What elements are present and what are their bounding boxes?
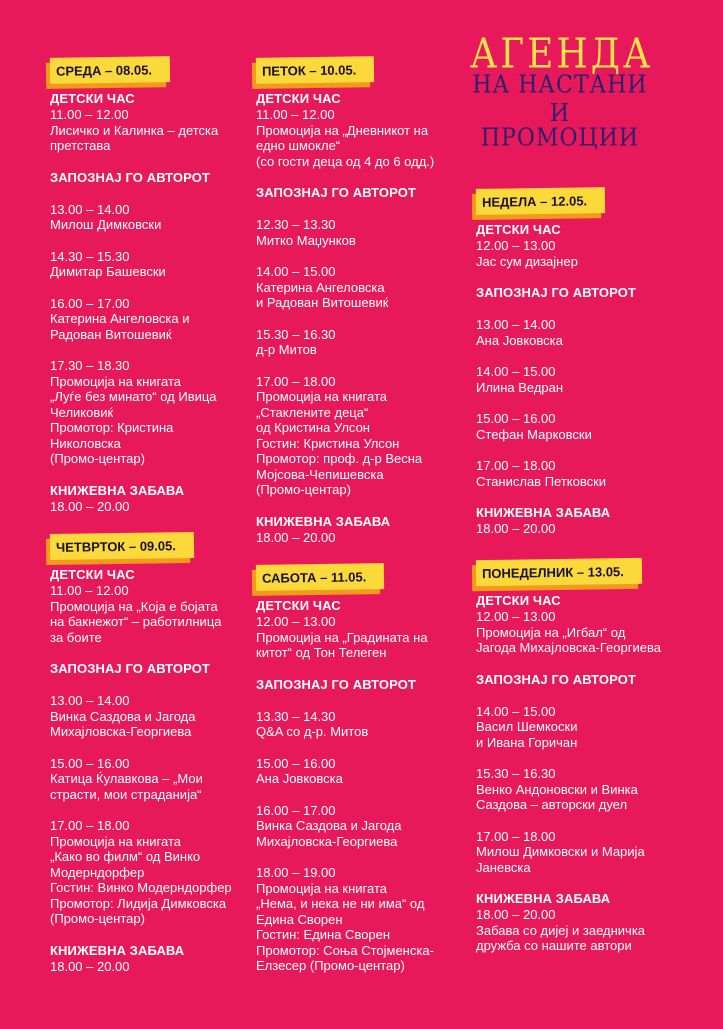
section-title: КНИЖЕВНА ЗАБАВА <box>476 891 611 906</box>
event-entry <box>476 364 676 395</box>
event-time: 17.00 – 18.00 <box>476 828 556 844</box>
event-time: 11.00 – 12.00 <box>50 107 129 122</box>
event-text: страсти, мои страданија“ <box>50 786 202 802</box>
section-title: ДЕТСКИ ЧАС <box>256 91 341 106</box>
event-time: 13.00 – 14.00 <box>50 201 130 217</box>
day-block <box>50 57 250 514</box>
event-entry <box>50 693 250 740</box>
event-text: (Промо-центар) <box>50 911 145 926</box>
event-entry <box>256 217 456 248</box>
event-text: Катерина Ангеловска и <box>50 311 190 326</box>
event-text: Милош Димковски <box>50 217 162 232</box>
day-block <box>256 564 456 974</box>
event-text: претстава <box>50 138 111 153</box>
event-text: Мојсова-Чепишевска <box>256 466 384 482</box>
event-text: Промоција на книгата <box>50 373 181 389</box>
event-text: (со гости деца од 4 до 6 одд.) <box>256 153 435 169</box>
event-entry <box>50 107 250 154</box>
event-time: 14.30 – 15.30 <box>50 248 130 264</box>
event-text: Катерина Ангеловска <box>256 279 385 295</box>
event-entry <box>256 327 456 358</box>
agenda-title-sub-1: НА НАСТАНИ И <box>472 71 648 128</box>
event-text: „Луѓе без минато“ од Ивица <box>50 389 217 404</box>
event-time: 16.00 – 17.00 <box>256 802 336 818</box>
event-entry <box>476 766 676 813</box>
event-text: Катица Ќулавкова – „Мои <box>50 771 203 786</box>
section-title: ЗАПОЗНАЈ ГО АВТОРОТ <box>50 169 210 185</box>
event-text: китот“ од Тон Телеген <box>256 645 387 660</box>
event-entry <box>476 411 676 442</box>
event-entry <box>476 907 676 954</box>
event-text: Михајловска-Георгиева <box>50 724 192 739</box>
event-text: Гостин: Едина Сворен <box>256 927 391 942</box>
event-text: Промотор: Соња Стојменска- <box>256 942 434 958</box>
day-header: ПЕТОК – 10.05. <box>256 56 375 84</box>
event-entry <box>50 296 250 343</box>
event-text: и Радован Витошевиќ <box>256 295 389 310</box>
event-time: 18.00 – 20.00 <box>476 907 556 922</box>
event-text: Николовска <box>50 435 121 451</box>
event-text: Гостин: Кристина Улсон <box>256 435 400 451</box>
event-text: Промоција на книгата <box>256 880 387 896</box>
day-header: СРЕДА – 08.05. <box>50 56 170 84</box>
event-text: Промоција на книгата <box>256 389 387 404</box>
event-time: 13.30 – 14.30 <box>256 708 336 724</box>
event-entry <box>50 756 250 803</box>
section-title: ДЕТСКИ ЧАС <box>50 91 135 106</box>
section-title: КНИЖЕВНА ЗАБАВА <box>476 505 611 520</box>
event-time: 17.00 – 18.00 <box>256 373 336 389</box>
event-text: Винка Саздова и Јагода <box>256 818 402 833</box>
event-text: Челиковиќ <box>50 404 114 420</box>
event-text: Михајловска-Георгиева <box>256 833 398 849</box>
day-block <box>476 559 676 954</box>
event-time: 13.00 – 14.00 <box>50 693 130 708</box>
day-header: ПОНЕДЕЛНИК – 13.05. <box>476 558 642 586</box>
event-entry <box>256 614 456 661</box>
event-text: Митко Маџунков <box>256 232 356 248</box>
section-title: ЗАПОЗНАЈ ГО АВТОРОТ <box>256 676 416 692</box>
event-text: Модерндорфер <box>50 864 145 880</box>
event-text: од Кристина Улсон <box>256 420 370 435</box>
event-text: на бакнежот“ – работилница <box>50 614 222 629</box>
event-time: 14.00 – 15.00 <box>476 703 556 719</box>
event-entry <box>476 238 676 269</box>
event-text: (Промо-центар) <box>50 451 145 466</box>
event-time: 14.00 – 15.00 <box>256 264 336 279</box>
event-entry <box>476 829 676 876</box>
event-time: 13.00 – 14.00 <box>476 317 556 332</box>
day-block <box>256 57 456 545</box>
section-title: ЗАПОЗНАЈ ГО АВТОРОТ <box>256 185 416 200</box>
event-text: Димитар Башевски <box>50 264 166 279</box>
event-time: 15.30 – 16.30 <box>256 326 336 342</box>
event-text: Илина Ведран <box>476 379 564 395</box>
event-text: едно шмокле“ <box>256 138 341 153</box>
event-text: Промотор: Лидија Димковска <box>50 895 227 911</box>
agenda-title <box>470 30 654 153</box>
event-text: Промоција на „Дневникот на <box>256 122 429 138</box>
event-time: 15.00 – 16.00 <box>50 755 130 771</box>
section-title: ДЕТСКИ ЧАС <box>476 593 561 608</box>
event-time: 18.00 – 20.00 <box>50 958 130 974</box>
event-entry <box>50 583 250 645</box>
day-header: НЕДЕЛА – 12.05. <box>476 187 605 215</box>
event-text: д-р Митов <box>256 342 317 357</box>
event-text: Станислав Петковски <box>476 473 607 489</box>
section-title: КНИЖЕВНА ЗАБАВА <box>50 482 185 498</box>
event-text: и Ивана Горичан <box>476 734 578 750</box>
event-entry <box>476 609 676 656</box>
event-entry <box>50 358 250 467</box>
event-text: Радован Витошевиќ <box>50 326 172 342</box>
event-entry <box>476 704 676 751</box>
event-entry <box>50 202 250 233</box>
event-time: 11.00 – 12.00 <box>50 583 129 598</box>
event-text: Елзесер (Промо-центар) <box>256 958 405 973</box>
event-entry <box>256 107 456 169</box>
event-time: 16.00 – 17.00 <box>50 295 130 311</box>
event-text: Ана Јовковска <box>476 332 563 348</box>
event-text: Јагода Михајловска-Георгиева <box>476 640 661 655</box>
event-text: Промотор: проф. д-р Весна <box>256 451 423 466</box>
event-text: за боите <box>50 629 102 645</box>
event-time: 12.00 – 13.00 <box>256 614 336 629</box>
section-title: ДЕТСКИ ЧАС <box>50 567 135 582</box>
event-time: 15.00 – 16.00 <box>476 411 556 426</box>
event-text: (Промо-центар) <box>256 482 351 497</box>
event-text: Јас сум дизајнер <box>476 253 578 269</box>
event-time: 18.00 – 20.00 <box>256 529 336 545</box>
section-title: КНИЖЕВНА ЗАБАВА <box>50 942 185 958</box>
event-text: Промоција на книгата <box>50 833 181 849</box>
day-header: ЧЕТВРТОК – 09.05. <box>50 532 194 560</box>
event-text: Васил Шемкоски <box>476 719 578 734</box>
event-entry <box>256 374 456 498</box>
event-time: 11.00 – 12.00 <box>256 107 335 122</box>
event-time: 17.30 – 18.30 <box>50 358 130 373</box>
event-text: Лисичко и Калинка – детска <box>50 122 219 138</box>
event-text: Јаневска <box>476 859 531 875</box>
event-entry <box>476 317 676 348</box>
event-entry <box>50 499 250 515</box>
event-text: Промотор: Кристина <box>50 420 174 435</box>
event-time: 17.00 – 18.00 <box>50 818 130 833</box>
day-header: САБОТА – 11.05. <box>256 563 385 591</box>
section-title: ЗАПОЗНАЈ ГО АВТОРОТ <box>476 285 636 300</box>
event-text: Саздова – авторски дуел <box>476 797 628 812</box>
event-text: Промоција на „Игбал“ од <box>476 624 626 640</box>
agenda-title-main: АГЕНДА <box>470 30 654 78</box>
event-entry <box>476 458 676 489</box>
event-entry <box>50 249 250 280</box>
event-entry <box>256 264 456 311</box>
event-text: Q&A со д-р. Митов <box>256 724 369 739</box>
event-entry <box>256 803 456 850</box>
event-text: Едина Сворен <box>256 911 343 927</box>
event-time: 14.00 – 15.00 <box>476 364 556 379</box>
event-text: Забава со дијеј и заедничка <box>476 922 646 938</box>
event-text: „Нема, и нека не ни има“ од <box>256 896 425 911</box>
event-entry <box>256 865 456 974</box>
event-text: „Стаклените деца“ <box>256 404 369 420</box>
event-text: дружба со нашите автори <box>476 938 632 953</box>
event-text: Милош Димковски и Марија <box>476 844 645 859</box>
event-entry <box>256 530 456 546</box>
day-block <box>476 188 676 537</box>
event-text: Винка Саздова и Јагода <box>50 708 196 724</box>
event-time: 12.00 – 13.00 <box>476 238 556 253</box>
day-block <box>50 533 250 974</box>
section-title: ДЕТСКИ ЧАС <box>476 222 561 237</box>
event-time: 15.00 – 16.00 <box>256 755 336 771</box>
event-text: Венко Андоновски и Винка <box>476 781 638 797</box>
event-entry <box>256 756 456 787</box>
section-title: ЗАПОЗНАЈ ГО АВТОРОТ <box>50 661 210 676</box>
event-text: Ана Јовковска <box>256 771 343 786</box>
event-entry <box>476 521 676 537</box>
event-time: 18.00 – 20.00 <box>476 521 556 536</box>
event-time: 12.00 – 13.00 <box>476 609 556 624</box>
event-entry <box>256 709 456 740</box>
event-text: Промоција на „Која е бојата <box>50 598 218 614</box>
event-entry <box>50 959 250 975</box>
event-time: 17.00 – 18.00 <box>476 458 556 473</box>
event-time: 18.00 – 20.00 <box>50 498 130 514</box>
event-text: „Како во филм“ од Винко <box>50 849 201 864</box>
event-text: Стефан Марковски <box>476 426 592 442</box>
section-title: КНИЖЕВНА ЗАБАВА <box>256 513 391 529</box>
event-text: Гостин: Винко Модерндорфер <box>50 880 232 895</box>
event-time: 18.00 – 19.00 <box>256 865 336 880</box>
section-title: ЗАПОЗНАЈ ГО АВТОРОТ <box>476 671 636 687</box>
event-time: 15.30 – 16.30 <box>476 766 556 781</box>
event-text: Промоција на „Градината на <box>256 629 428 645</box>
event-time: 12.30 – 13.30 <box>256 217 336 232</box>
agenda-title-sub-2: ПРОМОЦИИ <box>480 124 640 153</box>
event-entry <box>50 818 250 927</box>
section-title: ДЕТСКИ ЧАС <box>256 598 341 613</box>
